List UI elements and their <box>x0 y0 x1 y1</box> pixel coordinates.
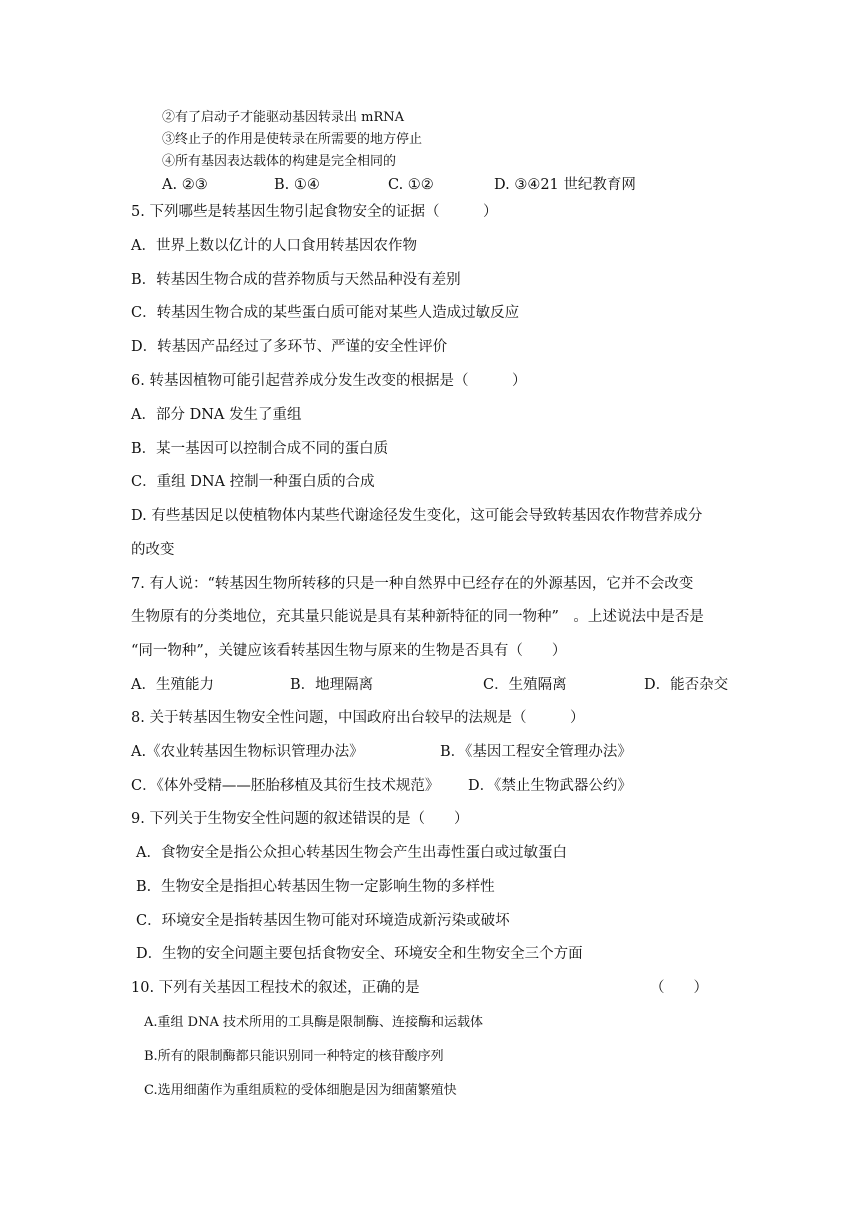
q9-option-c: C．环境安全是指转基因生物可能对环境造成新污染或破坏 <box>136 913 510 929</box>
q6-option-d-line2: 的改变 <box>131 542 175 558</box>
q10-option-a: A.重组 DNA 技术所用的工具酶是限制酶、连接酶和运载体 <box>144 1015 483 1030</box>
q5-option-d: D．转基因产品经过了多环节、严谨的安全性评价 <box>131 339 448 355</box>
q6-option-d-line1: D. 有些基因足以使植物体内某些代谢途径发生变化，这可能会导致转基因农作物营养成分 <box>131 508 703 524</box>
q9-option-d: D．生物的安全问题主要包括食物安全、环境安全和生物安全三个方面 <box>136 946 583 962</box>
q6-option-c: C．重组 DNA 控制一种蛋白质的合成 <box>131 474 375 490</box>
q7-option-a: A．生殖能力 <box>131 677 214 693</box>
q10-option-b: B.所有的限制酶都只能识别同一种特定的核苷酸序列 <box>144 1049 444 1064</box>
q4-option-a: A. ②③ <box>162 177 208 193</box>
q9-option-b: B．生物安全是指担心转基因生物一定影响生物的多样性 <box>136 879 495 895</box>
q10-stem: 10. 下列有关基因工程技术的叙述，正确的是 <box>131 980 420 996</box>
q7-stem-line1: 7. 有人说：“转基因生物所转移的只是一种自然界中已经存在的外源基因，它并不会改变 <box>131 576 694 592</box>
q6-option-b: B．某一基因可以控制合成不同的蛋白质 <box>131 441 389 457</box>
q10-option-c: C.选用细菌作为重组质粒的受体细胞是因为细菌繁殖快 <box>144 1083 457 1098</box>
q9-stem: 9. 下列关于生物安全性问题的叙述错误的是（ ） <box>131 811 469 827</box>
q7-stem-line3: “同一物种”，关键应该看转基因生物与原来的生物是否具有（ ） <box>131 643 567 659</box>
q4-item-2: ②有了启动子才能驱动基因转录出 mRNA <box>162 110 405 125</box>
q4-option-d: D. ③④21 世纪教育网 <box>494 177 636 193</box>
q8-option-d: D．《禁止生物武器公约》 <box>468 778 632 794</box>
q8-option-c: C．《体外受精——胚胎移植及其衍生技术规范》 <box>131 778 440 794</box>
q4-option-c: C. ①② <box>388 177 434 193</box>
q7-option-b: B．地理隔离 <box>290 677 374 693</box>
q5-stem: 5. 下列哪些是转基因生物引起食物安全的证据（ ） <box>131 204 498 220</box>
q5-option-a: A．世界上数以亿计的人口食用转基因农作物 <box>131 238 417 254</box>
q7-stem-line2: 生物原有的分类地位，充其量只能说是具有某种新特征的同一物种” 。上述说法中是否是 <box>131 609 704 625</box>
q6-option-a: A．部分 DNA 发生了重组 <box>131 407 302 423</box>
q6-stem: 6. 转基因植物可能引起营养成分发生改变的根据是（ ） <box>131 373 527 389</box>
q4-item-4: ④所有基因表达载体的构建是完全相同的 <box>162 154 397 169</box>
q8-stem: 8. 关于转基因生物安全性问题，中国政府出台较早的法规是（ ） <box>131 710 585 726</box>
q5-option-c: C．转基因生物合成的某些蛋白质可能对某些人造成过敏反应 <box>131 305 520 321</box>
q7-option-d: D．能否杂交 <box>644 677 729 693</box>
q4-item-3: ③终止子的作用是使转录在所需要的地方停止 <box>162 132 423 147</box>
q5-option-b: B．转基因生物合成的营养物质与天然品种没有差别 <box>131 272 461 288</box>
q4-option-b: B. ①④ <box>274 177 320 193</box>
q8-option-b: B．《基因工程安全管理办法》 <box>440 744 632 760</box>
q9-option-a: A．食物安全是指公众担心转基因生物会产生出毒性蛋白或过敏蛋白 <box>136 845 567 861</box>
q10-answer-bracket: （ ） <box>650 980 708 996</box>
q7-option-c: C．生殖隔离 <box>483 677 567 693</box>
q8-option-a: A.《农业转基因生物标识管理办法》 <box>131 744 364 760</box>
